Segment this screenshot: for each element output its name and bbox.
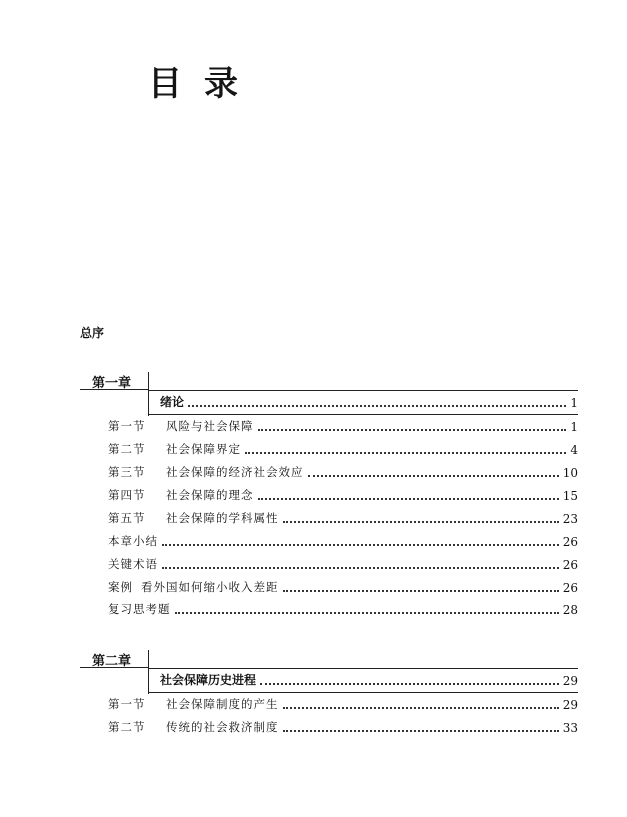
entry-title: 风险与社会保障	[166, 419, 254, 433]
entry-title: 本章小结	[108, 534, 158, 548]
divider	[148, 372, 149, 416]
chapter-label: 第一章	[92, 376, 132, 391]
leader-dots	[260, 682, 559, 685]
leader-dots	[283, 729, 559, 732]
toc-entry[interactable]	[108, 464, 578, 480]
section-label: 第二节	[108, 720, 146, 734]
toc-entry[interactable]	[108, 719, 578, 735]
page-number: 29	[562, 674, 578, 688]
toc-entry[interactable]	[108, 696, 578, 712]
entry-title: 复习思考题	[108, 602, 171, 616]
page-number: 29	[562, 698, 578, 712]
entry-title: 传统的社会救济制度	[166, 720, 279, 734]
divider	[148, 650, 149, 694]
preface-entry[interactable]: 总序	[80, 326, 105, 340]
toc-entry[interactable]	[108, 556, 578, 572]
entry-title: 社会保障的理念	[166, 488, 254, 502]
leader-dots	[283, 520, 559, 523]
entry-title: 社会保障界定	[166, 442, 241, 456]
leader-dots	[245, 451, 566, 454]
entry-title: 看外国如何缩小收入差距	[141, 580, 279, 594]
leader-dots	[188, 404, 566, 407]
toc-entry[interactable]	[108, 601, 578, 617]
page-number: 26	[562, 535, 578, 549]
chapter-title: 绪论	[160, 395, 185, 409]
page-number: 33	[562, 721, 578, 735]
divider	[148, 414, 578, 415]
toc-entry[interactable]	[108, 533, 578, 549]
leader-dots	[162, 543, 559, 546]
page-number: 26	[562, 558, 578, 572]
leader-dots	[283, 589, 559, 592]
chapter-title-row[interactable]	[160, 672, 578, 688]
chapter-title: 社会保障历史进程	[160, 673, 257, 687]
entry-title: 关键术语	[108, 557, 158, 571]
page-number: 26	[562, 581, 578, 595]
section-label: 第四节	[108, 488, 146, 502]
leader-dots	[175, 611, 559, 614]
page-number: 10	[562, 466, 578, 480]
toc-entry[interactable]	[108, 579, 578, 595]
chapter-title-row[interactable]	[160, 394, 578, 410]
entry-title: 社会保障制度的产生	[166, 697, 279, 711]
leader-dots	[258, 497, 559, 500]
page-number: 15	[562, 489, 578, 503]
chapter-label: 第二章	[92, 654, 132, 669]
divider	[148, 390, 578, 391]
divider	[80, 667, 148, 668]
leader-dots	[258, 428, 567, 431]
leader-dots	[308, 474, 559, 477]
toc-entry[interactable]	[108, 487, 578, 503]
page-title: 目录	[148, 64, 260, 104]
leader-dots	[162, 566, 559, 569]
section-label: 第三节	[108, 465, 146, 479]
divider	[148, 692, 578, 693]
section-label: 第二节	[108, 442, 146, 456]
toc-entry[interactable]	[108, 510, 578, 526]
section-label: 第一节	[108, 697, 146, 711]
section-label: 第一节	[108, 419, 146, 433]
toc-entry[interactable]	[108, 418, 578, 434]
page-number: 1	[570, 420, 578, 434]
divider	[148, 668, 578, 669]
entry-title: 社会保障的经济社会效应	[166, 465, 304, 479]
page-number: 1	[570, 396, 578, 410]
section-label: 案例	[108, 580, 133, 594]
leader-dots	[283, 706, 559, 709]
section-label: 第五节	[108, 511, 146, 525]
page-number: 28	[562, 603, 578, 617]
entry-title: 社会保障的学科属性	[166, 511, 279, 525]
toc-entry[interactable]	[108, 441, 578, 457]
divider	[80, 389, 148, 390]
page-number: 4	[570, 443, 578, 457]
page-number: 23	[562, 512, 578, 526]
